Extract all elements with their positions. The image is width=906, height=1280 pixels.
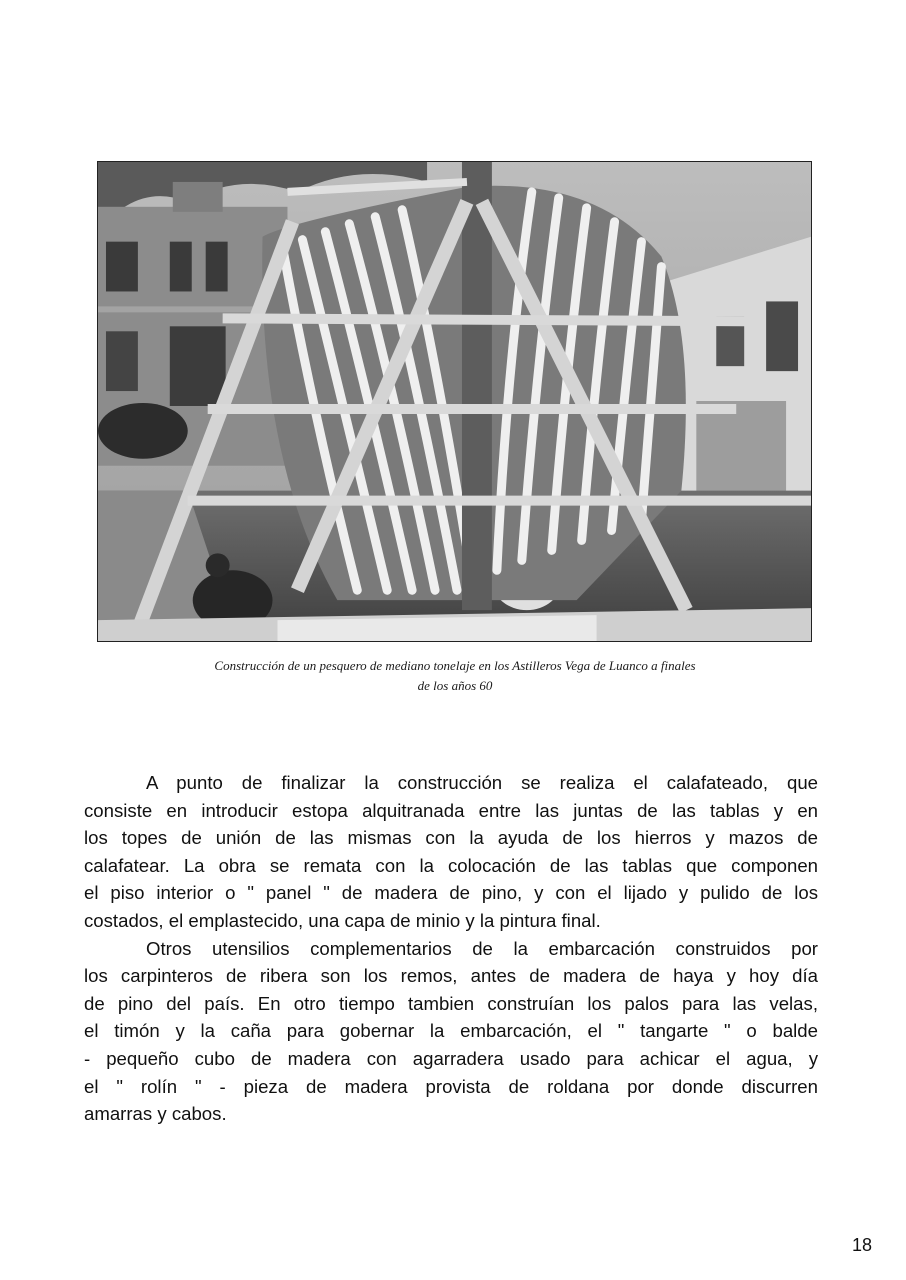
paragraph-2-line-3: de pino del país. En otro tiempo tambien construían los palos para las velas, (84, 992, 818, 1014)
page-number: 18 (852, 1235, 873, 1255)
paragraph-2-line-2: los carpinteros de ribera son los remos, antes de madera de haya y hoy día (84, 965, 818, 987)
photo-caption (120, 656, 790, 696)
caption-line-2: de los años 60 (417, 678, 493, 693)
paragraph-1-line-5: el piso interior o " panel " de madera de pino, y con el lijado y pulido de los (84, 882, 818, 904)
paragraph-1-line-2: consiste en introducir estopa alquitranada entre las juntas de las tablas y en (84, 799, 818, 821)
caption-line-1: Construcción de un pesquero de mediano tonelaje en los Astilleros Vega de Luanco a finales (214, 658, 696, 673)
paragraph-2-line-7: amarras y cabos. (84, 1103, 227, 1125)
paragraph-2-line-6: el " rolín " - pieza de madera provista de roldana por donde discurren (84, 1075, 818, 1097)
body-text (84, 769, 818, 1128)
paragraph-1-line-3: los topes de unión de las mismas con la ayuda de los hierros y mazos de (84, 827, 818, 849)
photo-illustration (98, 162, 811, 641)
paragraph-1-line-6: costados, el emplastecido, una capa de minio y la pintura final. (84, 909, 601, 931)
paragraph-1-line-4: calafatear. La obra se remata con la colocación de las tablas que componen (84, 854, 818, 876)
paragraph-2-line-4: el timón y la caña para gobernar la embarcación, el " tangarte " o balde (84, 1020, 818, 1042)
paragraph-2-line-1: Otros utensilios complementarios de la embarcación construidos por (146, 937, 818, 959)
paragraph-2-line-5: - pequeño cubo de madera con agarradera usado para achicar el agua, y (84, 1047, 818, 1069)
paragraph-1-line-1: A punto de finalizar la construcción se realiza el calafateado, que (146, 772, 818, 793)
boat-construction-photo (97, 161, 812, 642)
